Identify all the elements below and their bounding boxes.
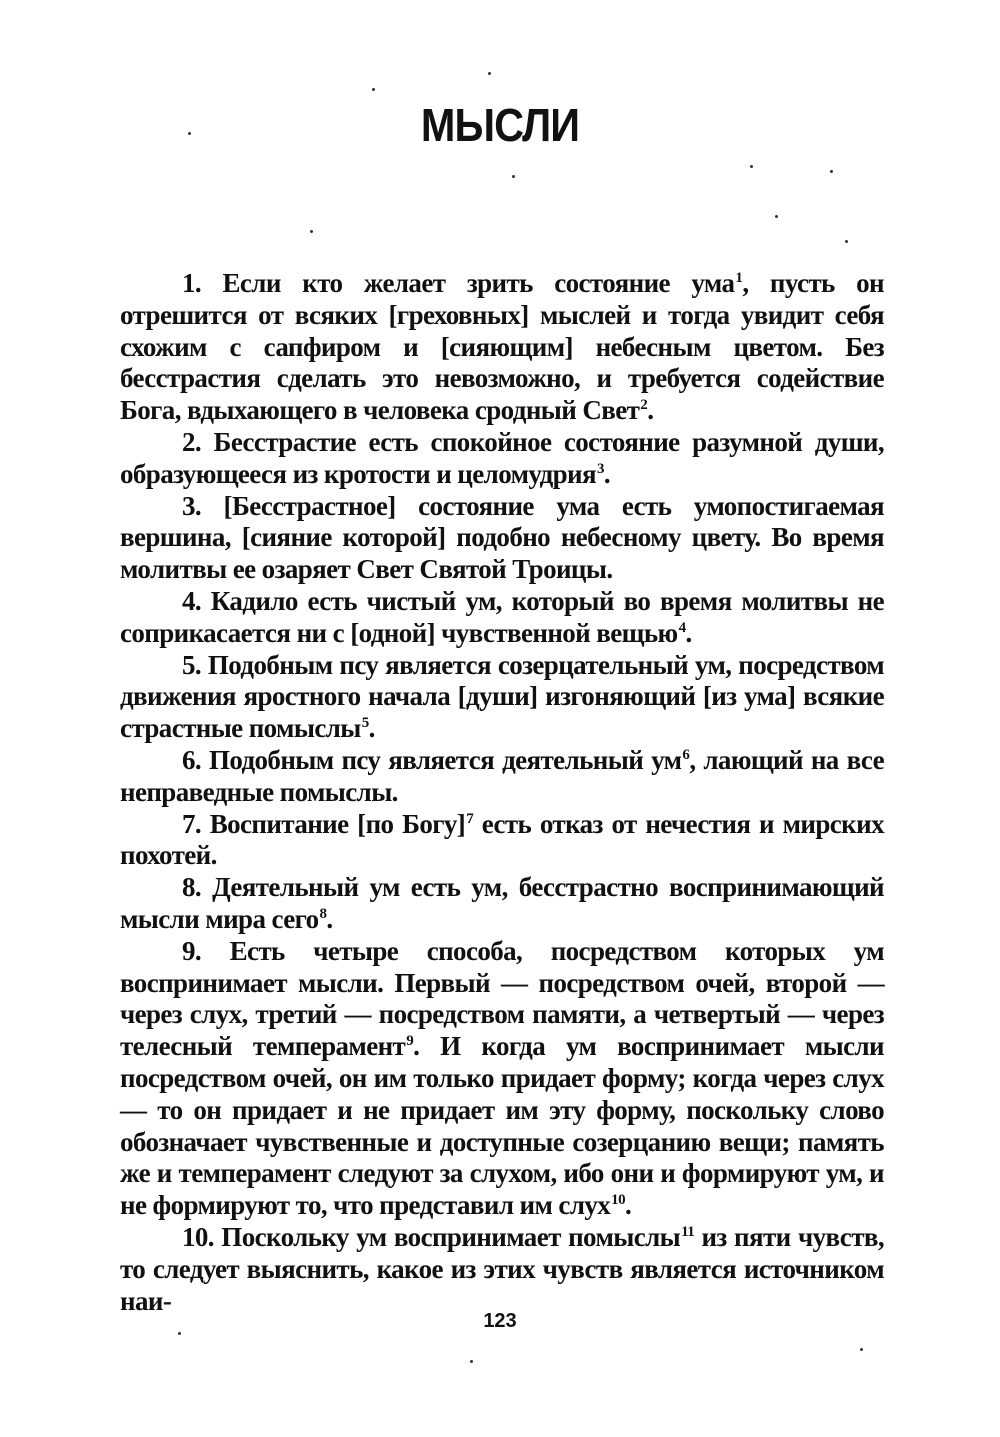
paragraph-text: . [685, 617, 692, 648]
paragraph-text: 10. Поскольку ум воспринимает помыслы [182, 1221, 681, 1252]
footnote-marker: 3 [597, 460, 604, 477]
paragraph-6 [120, 745, 884, 809]
paragraph-text: 6. Подобным псу является деятельный ум [182, 744, 682, 775]
paragraph-3 [120, 491, 884, 586]
footnote-marker: 11 [681, 1223, 695, 1240]
paragraph-text: . [624, 1190, 632, 1221]
paragraph-10 [120, 1222, 884, 1317]
scan-speck [488, 72, 491, 75]
paragraph-text: , пусть он отрешится от всяких [греховных] мыслей и тогда увидит себя схожим с сапфиром и [сияющим] небесным цветом. Без бесстрастия сделать это невозможно, и требуется содействие Бога, вдыхающего в человека сродный Свет [120, 268, 884, 426]
footnote-marker: 1 [735, 270, 743, 286]
footnote-marker: 5 [361, 715, 369, 732]
scan-speck [860, 1348, 863, 1351]
footnote-marker: 7 [466, 810, 474, 827]
scan-speck [830, 170, 833, 173]
paragraph-text: . [603, 458, 611, 489]
footnote-marker: 2 [640, 397, 648, 414]
paragraph-4 [120, 586, 884, 650]
paragraph-text: 8. Деятельный ум есть ум, бесстрастно воспринимающий мысли мира сего [120, 872, 884, 934]
paragraph-text: 5. Подобным псу является созерцательный ум, посредством движения яростного начала [души] изгоняющий [из ума] всякие страстные помыслы [120, 649, 884, 744]
paragraph-1 [120, 268, 884, 427]
paragraph-text: . [326, 903, 333, 934]
paragraph-8 [120, 872, 884, 936]
paragraph-text: . И когда ум воспринимает мысли посредством очей, он им только придает форму; когда через слух — то он придает и не придает им эту форму, поскольку слово обозначает чувственные и доступные созерцанию вещи; память же и темперамент следуют за слухом, ибо они и формируют ум, и не формируют то, что представил им слух [120, 1031, 884, 1221]
page-number: 123 [483, 1310, 517, 1332]
paragraph-7 [120, 809, 884, 873]
footnote-marker: 10 [611, 1192, 625, 1209]
footnote-marker: 9 [406, 1033, 414, 1050]
paragraph-text: 4. Кадило есть чистый ум, который во время молитвы не соприкасается ни с [одной] чувственной вещью [120, 585, 884, 648]
scan-speck [372, 88, 375, 91]
scan-speck [310, 230, 313, 233]
footnote-marker: 6 [682, 746, 690, 763]
scan-speck [470, 1360, 473, 1363]
paragraph-text: из пяти чувств, то следует выяснить, какое из этих чувств является источником наи- [120, 1221, 884, 1316]
paragraph-5 [120, 650, 884, 745]
scan-speck [775, 215, 778, 218]
scan-speck [512, 175, 515, 178]
paragraph-9 [120, 936, 884, 1222]
paragraph-text: 7. Воспитание [по Богу] [182, 808, 466, 839]
paragraph-text: , лающий на все неправедные помыслы. [120, 744, 885, 807]
paragraph-text: есть отказ от нечестия и мирских похотей. [120, 808, 884, 871]
chapter-body [120, 268, 884, 1317]
paragraph-text: 9. Есть четыре способа, посредством которых ум воспринимает мысли. Первый — посредством очей, второй — через слух, третий — посредством памяти, а четвертый — через телесный темперамент [120, 935, 884, 1062]
chapter-title: МЫСЛИ [420, 99, 580, 151]
paragraph-text: 3. [Бесстрастное] состояние ума есть умопостигаемая вершина, [сияние которой] подобно небесному цвету. Во время молитвы ее озаряет Свет Святой Троицы. [120, 490, 884, 585]
footnote-marker: 8 [319, 905, 327, 922]
paragraph-text: . [368, 713, 375, 744]
paragraph-text: 2. Бесстрастие есть спокойное состояние разумной души, образующееся из кротости и целомудрия [120, 426, 884, 489]
paragraph-text: . [647, 395, 654, 426]
footnote-marker: 4 [678, 619, 686, 636]
paragraph-2 [120, 427, 884, 491]
paragraph-text: 1. Если кто желает зрить состояние ума [182, 268, 735, 298]
scan-speck [188, 132, 191, 135]
scan-speck [178, 1332, 181, 1335]
scan-speck [845, 240, 848, 243]
scan-speck [750, 165, 753, 168]
